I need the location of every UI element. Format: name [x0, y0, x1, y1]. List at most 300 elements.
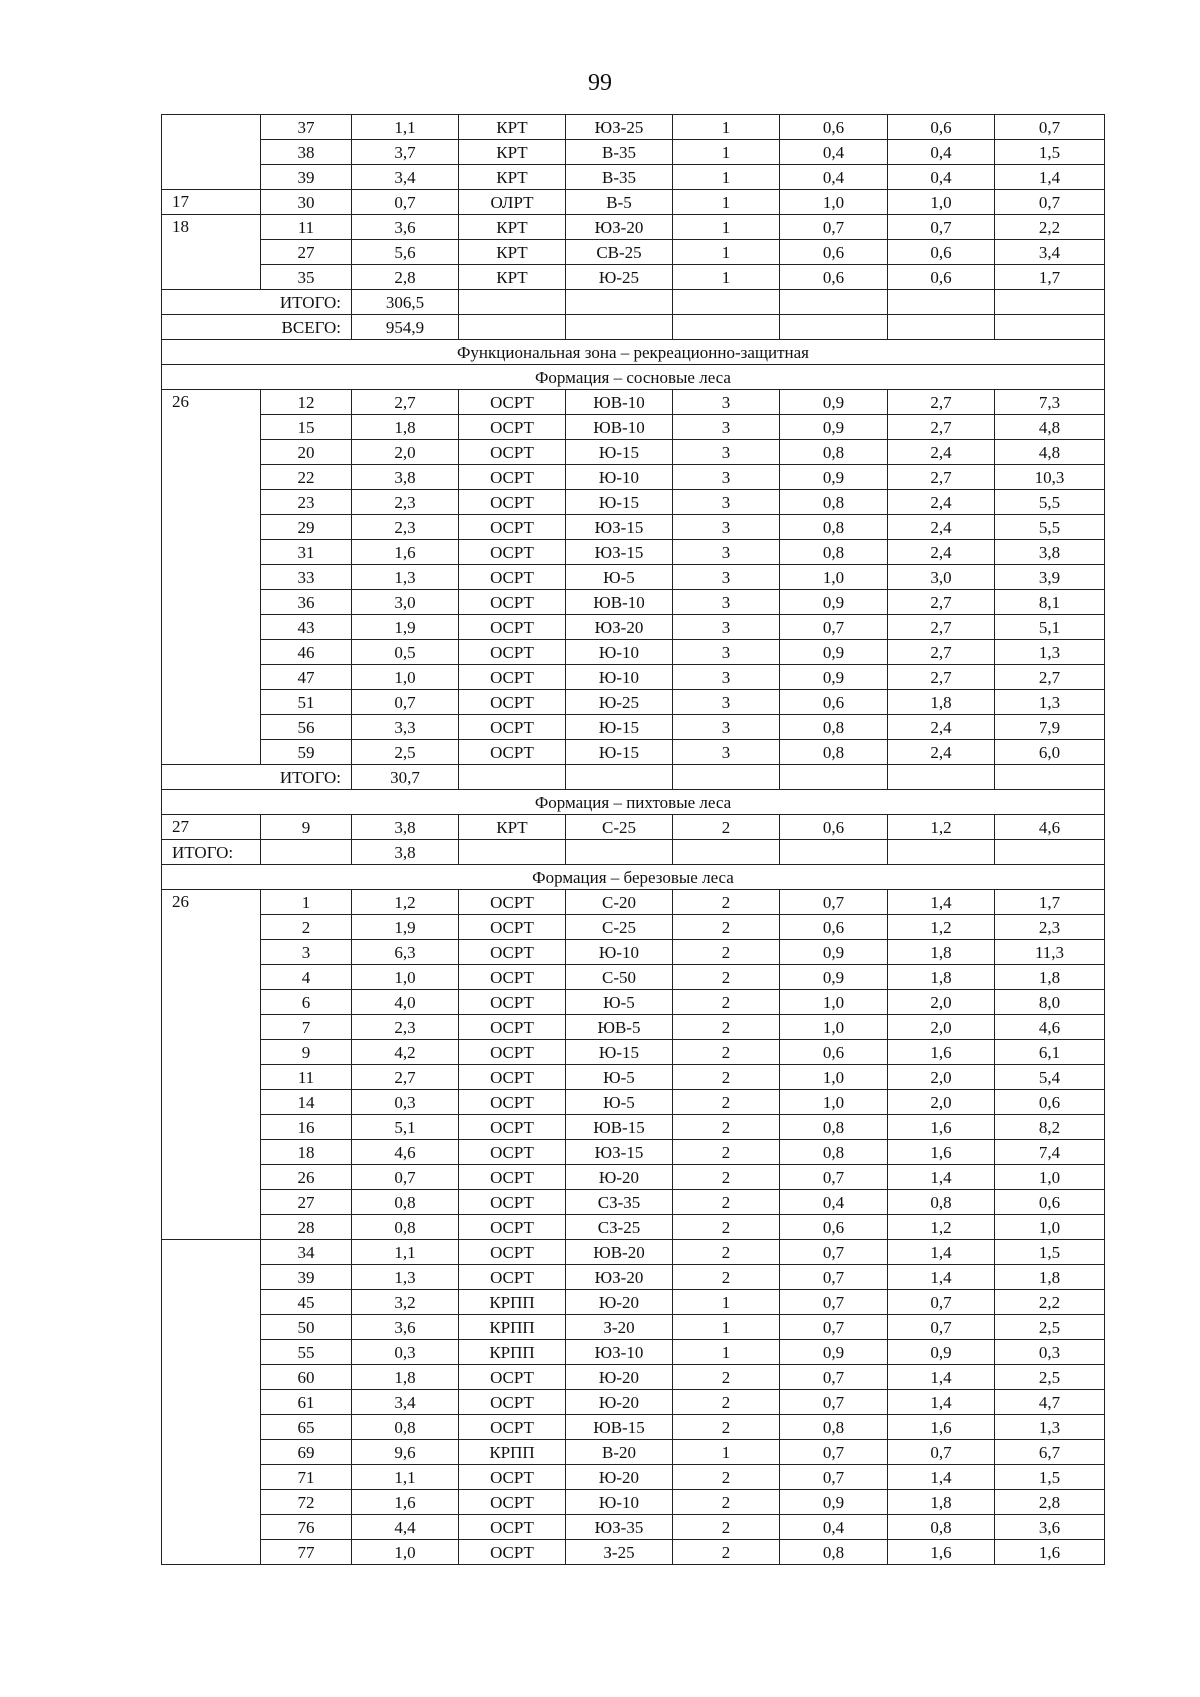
- data-cell: Ю-5: [566, 1065, 673, 1090]
- data-cell: ОСРТ: [459, 440, 566, 465]
- empty-cell: [566, 840, 673, 865]
- data-cell: 1,9: [352, 615, 459, 640]
- table-row: [162, 690, 1105, 715]
- data-cell: 7,3: [995, 390, 1105, 415]
- data-cell: 2: [673, 990, 780, 1015]
- data-cell: 1: [673, 190, 780, 215]
- data-cell: 2: [673, 1515, 780, 1540]
- data-cell: 0,8: [780, 740, 888, 765]
- table-row: [162, 590, 1105, 615]
- data-cell: ОСРТ: [459, 540, 566, 565]
- data-cell: 3: [673, 715, 780, 740]
- data-cell: 2: [673, 940, 780, 965]
- data-cell: 1,8: [995, 965, 1105, 990]
- data-cell: 20: [261, 440, 352, 465]
- table-row: [162, 1090, 1105, 1115]
- data-cell: 0,8: [888, 1190, 995, 1215]
- data-cell: 3,8: [352, 815, 459, 840]
- data-cell: 2: [673, 1190, 780, 1215]
- data-cell: 1,0: [995, 1165, 1105, 1190]
- table-row: [162, 1315, 1105, 1340]
- data-cell: 3: [673, 565, 780, 590]
- table-row: [162, 1415, 1105, 1440]
- data-cell: ОСРТ: [459, 640, 566, 665]
- data-cell: 0,6: [995, 1090, 1105, 1115]
- quarter-cell: 27: [162, 815, 261, 840]
- empty-cell: [566, 765, 673, 790]
- data-cell: 4,2: [352, 1040, 459, 1065]
- data-cell: ОСРТ: [459, 940, 566, 965]
- data-cell: 0,6: [780, 915, 888, 940]
- data-cell: ОЛРТ: [459, 190, 566, 215]
- data-cell: 39: [261, 1265, 352, 1290]
- data-cell: 0,9: [780, 665, 888, 690]
- data-cell: ОСРТ: [459, 1140, 566, 1165]
- table-row: [162, 1015, 1105, 1040]
- data-cell: В-35: [566, 165, 673, 190]
- data-cell: 2: [673, 1040, 780, 1065]
- empty-cell: [780, 840, 888, 865]
- table-row: [162, 1365, 1105, 1390]
- data-cell: 1,4: [888, 1390, 995, 1415]
- data-cell: 1,9: [352, 915, 459, 940]
- data-cell: ОСРТ: [459, 490, 566, 515]
- data-cell: ЮЗ-20: [566, 215, 673, 240]
- data-cell: 2,4: [888, 540, 995, 565]
- table-row: [162, 1215, 1105, 1240]
- empty-cell: [888, 315, 995, 340]
- data-cell: 36: [261, 590, 352, 615]
- data-cell: 1,8: [995, 1265, 1105, 1290]
- data-cell: 0,7: [780, 1290, 888, 1315]
- data-cell: 0,8: [780, 540, 888, 565]
- data-cell: 11,3: [995, 940, 1105, 965]
- data-cell: 0,4: [780, 140, 888, 165]
- table-row: [162, 115, 1105, 140]
- data-cell: 12: [261, 390, 352, 415]
- data-cell: 2: [673, 1090, 780, 1115]
- data-cell: 0,4: [780, 1190, 888, 1215]
- data-cell: 72: [261, 1490, 352, 1515]
- table-row: [162, 465, 1105, 490]
- data-cell: Ю-10: [566, 665, 673, 690]
- empty-cell: [673, 765, 780, 790]
- data-cell: 14: [261, 1090, 352, 1115]
- data-cell: 3,4: [352, 1390, 459, 1415]
- data-cell: ОСРТ: [459, 890, 566, 915]
- data-cell: ОСРТ: [459, 1165, 566, 1190]
- data-cell: 0,7: [780, 890, 888, 915]
- data-cell: В-20: [566, 1440, 673, 1465]
- data-cell: 1,7: [995, 265, 1105, 290]
- data-cell: СВ-25: [566, 240, 673, 265]
- data-cell: 9: [261, 1040, 352, 1065]
- data-cell: 1,1: [352, 115, 459, 140]
- quarter-cell: 17: [162, 190, 261, 215]
- data-cell: 1,0: [352, 1540, 459, 1565]
- section-title-row: [162, 790, 1105, 815]
- total-label: ВСЕГО:: [162, 315, 352, 340]
- data-cell: 2,0: [888, 1065, 995, 1090]
- data-cell: 1: [673, 1315, 780, 1340]
- empty-cell: [888, 765, 995, 790]
- data-cell: 1,3: [995, 640, 1105, 665]
- data-cell: 1,8: [888, 1490, 995, 1515]
- total-label: ИТОГО:: [162, 290, 352, 315]
- data-cell: 65: [261, 1415, 352, 1440]
- table-row: [162, 490, 1105, 515]
- data-cell: ОСРТ: [459, 1065, 566, 1090]
- data-cell: 59: [261, 740, 352, 765]
- data-cell: 30: [261, 190, 352, 215]
- data-cell: ОСРТ: [459, 590, 566, 615]
- data-cell: 1,6: [888, 1540, 995, 1565]
- data-cell: 4,4: [352, 1515, 459, 1540]
- empty-cell: [459, 840, 566, 865]
- table-row: [162, 265, 1105, 290]
- data-cell: 2: [673, 1165, 780, 1190]
- table-row: [162, 565, 1105, 590]
- data-cell: Ю-20: [566, 1365, 673, 1390]
- empty-cell: [995, 765, 1105, 790]
- empty-cell: [673, 290, 780, 315]
- empty-cell: [459, 765, 566, 790]
- data-cell: ОСРТ: [459, 690, 566, 715]
- data-cell: 3,8: [352, 465, 459, 490]
- data-cell: 11: [261, 215, 352, 240]
- data-cell: 71: [261, 1465, 352, 1490]
- data-cell: 0,6: [888, 240, 995, 265]
- table-row: [162, 815, 1105, 840]
- data-cell: 0,7: [780, 1265, 888, 1290]
- quarter-cell: [162, 1240, 261, 1565]
- data-cell: 15: [261, 415, 352, 440]
- data-cell: 0,9: [780, 465, 888, 490]
- data-cell: 1,4: [888, 1165, 995, 1190]
- data-cell: 4,7: [995, 1390, 1105, 1415]
- data-cell: 5,5: [995, 515, 1105, 540]
- table-row: [162, 740, 1105, 765]
- data-cell: 1: [261, 890, 352, 915]
- data-cell: 1,8: [888, 940, 995, 965]
- data-cell: 2,7: [888, 615, 995, 640]
- data-cell: 1: [673, 115, 780, 140]
- data-cell: 2: [673, 1265, 780, 1290]
- data-cell: 0,4: [888, 165, 995, 190]
- data-cell: С-25: [566, 915, 673, 940]
- data-cell: 1,2: [888, 915, 995, 940]
- data-cell: 1: [673, 240, 780, 265]
- data-cell: 8,0: [995, 990, 1105, 1015]
- data-cell: 0,8: [780, 715, 888, 740]
- data-cell: 34: [261, 1240, 352, 1265]
- data-cell: 0,4: [780, 1515, 888, 1540]
- table-row: [162, 615, 1105, 640]
- data-cell: ЮВ-15: [566, 1415, 673, 1440]
- table-row: [162, 915, 1105, 940]
- table-row: [162, 1340, 1105, 1365]
- data-cell: В-5: [566, 190, 673, 215]
- data-cell: ЮВ-10: [566, 590, 673, 615]
- data-cell: 0,8: [780, 1140, 888, 1165]
- table-row: [162, 140, 1105, 165]
- table-row: [162, 640, 1105, 665]
- data-cell: ОСРТ: [459, 515, 566, 540]
- data-cell: 0,9: [780, 390, 888, 415]
- data-cell: 4,8: [995, 440, 1105, 465]
- data-cell: 3,2: [352, 1290, 459, 1315]
- table-row: [162, 1115, 1105, 1140]
- data-cell: 2,7: [888, 465, 995, 490]
- data-cell: 0,9: [780, 640, 888, 665]
- total-value: 954,9: [352, 315, 459, 340]
- data-cell: 1,8: [352, 1365, 459, 1390]
- data-cell: ОСРТ: [459, 615, 566, 640]
- data-cell: ОСРТ: [459, 915, 566, 940]
- table-row: [162, 215, 1105, 240]
- data-cell: 3: [673, 740, 780, 765]
- data-cell: 6,7: [995, 1440, 1105, 1465]
- data-cell: 3: [673, 390, 780, 415]
- data-cell: 0,4: [780, 165, 888, 190]
- data-cell: 2,0: [888, 990, 995, 1015]
- data-cell: 2,7: [352, 1065, 459, 1090]
- data-cell: Ю-15: [566, 490, 673, 515]
- data-cell: 4,6: [995, 815, 1105, 840]
- data-cell: 2: [673, 1390, 780, 1415]
- data-cell: Ю-15: [566, 440, 673, 465]
- data-cell: 1,6: [888, 1115, 995, 1140]
- data-cell: ОСРТ: [459, 1015, 566, 1040]
- data-cell: 1,6: [888, 1040, 995, 1065]
- data-cell: ЮВ-10: [566, 390, 673, 415]
- data-cell: ОСРТ: [459, 1265, 566, 1290]
- quarter-cell: 26: [162, 890, 261, 1240]
- data-cell: 1,7: [995, 890, 1105, 915]
- data-cell: 1,6: [888, 1140, 995, 1165]
- data-cell: 27: [261, 240, 352, 265]
- data-cell: 2: [673, 1140, 780, 1165]
- data-cell: 9,6: [352, 1440, 459, 1465]
- data-cell: 33: [261, 565, 352, 590]
- data-cell: 1,0: [780, 990, 888, 1015]
- data-cell: 2,3: [352, 490, 459, 515]
- data-cell: 0,7: [352, 190, 459, 215]
- section-title: Формация – березовые леса: [162, 865, 1105, 890]
- data-cell: КРПП: [459, 1290, 566, 1315]
- data-cell: Ю-20: [566, 1165, 673, 1190]
- data-cell: Ю-15: [566, 715, 673, 740]
- section-title: Формация – сосновые леса: [162, 365, 1105, 390]
- data-cell: 0,8: [780, 1540, 888, 1565]
- data-cell: Ю-5: [566, 990, 673, 1015]
- data-cell: 10,3: [995, 465, 1105, 490]
- table-row: [162, 1265, 1105, 1290]
- data-cell: Ю-15: [566, 1040, 673, 1065]
- data-cell: ОСРТ: [459, 1415, 566, 1440]
- data-cell: 3,4: [995, 240, 1105, 265]
- data-cell: 1,4: [888, 1465, 995, 1490]
- data-cell: ЮЗ-15: [566, 540, 673, 565]
- data-cell: 3,9: [995, 565, 1105, 590]
- data-cell: 1,6: [995, 1540, 1105, 1565]
- table-row: [162, 715, 1105, 740]
- data-cell: 0,9: [780, 940, 888, 965]
- data-cell: 1,6: [352, 1490, 459, 1515]
- data-cell: 2,0: [888, 1015, 995, 1040]
- empty-cell: [780, 765, 888, 790]
- data-cell: ЮВ-15: [566, 1115, 673, 1140]
- total-row: [162, 765, 1105, 790]
- data-cell: КРТ: [459, 115, 566, 140]
- data-cell: ЮЗ-15: [566, 1140, 673, 1165]
- data-cell: 3,7: [352, 140, 459, 165]
- data-cell: 0,8: [780, 1415, 888, 1440]
- quarter-cell: 26: [162, 390, 261, 765]
- data-cell: 27: [261, 1190, 352, 1215]
- data-cell: Ю-25: [566, 265, 673, 290]
- empty-cell: [459, 290, 566, 315]
- data-cell: 2,4: [888, 440, 995, 465]
- data-cell: 1: [673, 165, 780, 190]
- data-cell: 35: [261, 265, 352, 290]
- table-row: [162, 1440, 1105, 1465]
- data-cell: ОСРТ: [459, 1465, 566, 1490]
- data-cell: 0,6: [780, 815, 888, 840]
- total-value: 30,7: [352, 765, 459, 790]
- data-cell: 4,6: [995, 1015, 1105, 1040]
- data-cell: 0,6: [780, 240, 888, 265]
- data-cell: 2: [673, 1415, 780, 1440]
- data-cell: 2,7: [995, 665, 1105, 690]
- data-cell: 2,4: [888, 490, 995, 515]
- data-cell: 0,8: [780, 515, 888, 540]
- data-cell: 2: [261, 915, 352, 940]
- data-cell: 50: [261, 1315, 352, 1340]
- empty-cell: [673, 840, 780, 865]
- data-cell: 0,7: [780, 1390, 888, 1415]
- empty-cell: [780, 315, 888, 340]
- data-cell: 0,7: [780, 1315, 888, 1340]
- data-cell: 0,6: [995, 1190, 1105, 1215]
- data-cell: 2: [673, 965, 780, 990]
- data-cell: 6,1: [995, 1040, 1105, 1065]
- data-cell: 3: [673, 440, 780, 465]
- data-cell: 11: [261, 1065, 352, 1090]
- data-cell: 2,7: [888, 390, 995, 415]
- data-cell: КРТ: [459, 165, 566, 190]
- data-cell: 0,3: [352, 1090, 459, 1115]
- data-cell: 1,0: [888, 190, 995, 215]
- data-cell: Ю-20: [566, 1290, 673, 1315]
- data-cell: 23: [261, 490, 352, 515]
- data-cell: 1,4: [995, 165, 1105, 190]
- data-cell: ОСРТ: [459, 665, 566, 690]
- data-cell: Ю-10: [566, 465, 673, 490]
- data-cell: ОСРТ: [459, 1040, 566, 1065]
- data-cell: 3: [673, 615, 780, 640]
- empty-cell: [566, 290, 673, 315]
- data-cell: 0,7: [888, 1440, 995, 1465]
- data-cell: 3: [261, 940, 352, 965]
- data-cell: 3,3: [352, 715, 459, 740]
- data-cell: 2,0: [352, 440, 459, 465]
- data-cell: 18: [261, 1140, 352, 1165]
- data-cell: С-25: [566, 815, 673, 840]
- data-cell: 0,7: [780, 615, 888, 640]
- data-cell: 7,9: [995, 715, 1105, 740]
- data-cell: 0,3: [995, 1340, 1105, 1365]
- data-cell: В-35: [566, 140, 673, 165]
- data-cell: 2,8: [995, 1490, 1105, 1515]
- data-cell: 2,4: [888, 740, 995, 765]
- data-cell: 0,7: [888, 1315, 995, 1340]
- data-cell: 26: [261, 1165, 352, 1190]
- data-cell: 2,7: [888, 415, 995, 440]
- data-cell: 6: [261, 990, 352, 1015]
- data-cell: 43: [261, 615, 352, 640]
- data-cell: 2,4: [888, 715, 995, 740]
- data-cell: 9: [261, 815, 352, 840]
- data-cell: 0,9: [780, 1490, 888, 1515]
- data-cell: 2,7: [352, 390, 459, 415]
- data-cell: 1,0: [780, 1015, 888, 1040]
- section-title-row: [162, 365, 1105, 390]
- data-cell: 39: [261, 165, 352, 190]
- data-cell: 8,2: [995, 1115, 1105, 1140]
- data-cell: 1,1: [352, 1465, 459, 1490]
- data-cell: 76: [261, 1515, 352, 1540]
- data-cell: ОСРТ: [459, 1390, 566, 1415]
- quarter-cell: [162, 115, 261, 190]
- table-row: [162, 890, 1105, 915]
- data-cell: 0,8: [780, 440, 888, 465]
- data-cell: 0,7: [888, 215, 995, 240]
- table-row: [162, 390, 1105, 415]
- data-cell: 1,5: [995, 1240, 1105, 1265]
- data-cell: 2: [673, 915, 780, 940]
- data-cell: 0,8: [352, 1190, 459, 1215]
- data-cell: 0,6: [888, 265, 995, 290]
- table-row: [162, 990, 1105, 1015]
- data-cell: ОСРТ: [459, 715, 566, 740]
- data-cell: 0,4: [888, 140, 995, 165]
- table-row: [162, 940, 1105, 965]
- data-cell: 1,5: [995, 1465, 1105, 1490]
- data-cell: 1,4: [888, 1265, 995, 1290]
- data-cell: 1,3: [352, 565, 459, 590]
- total-row: [162, 840, 1105, 865]
- table-row: [162, 165, 1105, 190]
- table-row: [162, 440, 1105, 465]
- data-cell: 1,0: [780, 565, 888, 590]
- data-cell: ЮЗ-10: [566, 1340, 673, 1365]
- data-cell: 0,8: [780, 1115, 888, 1140]
- data-cell: 56: [261, 715, 352, 740]
- data-cell: ЮЗ-20: [566, 615, 673, 640]
- data-cell: 2: [673, 1465, 780, 1490]
- table-row: [162, 1190, 1105, 1215]
- data-cell: ОСРТ: [459, 565, 566, 590]
- empty-cell: [459, 315, 566, 340]
- data-cell: 0,8: [780, 490, 888, 515]
- data-cell: 1,0: [352, 965, 459, 990]
- data-cell: 1: [673, 215, 780, 240]
- data-cell: 0,5: [352, 640, 459, 665]
- data-cell: 5,4: [995, 1065, 1105, 1090]
- data-cell: КРПП: [459, 1340, 566, 1365]
- data-cell: З-20: [566, 1315, 673, 1340]
